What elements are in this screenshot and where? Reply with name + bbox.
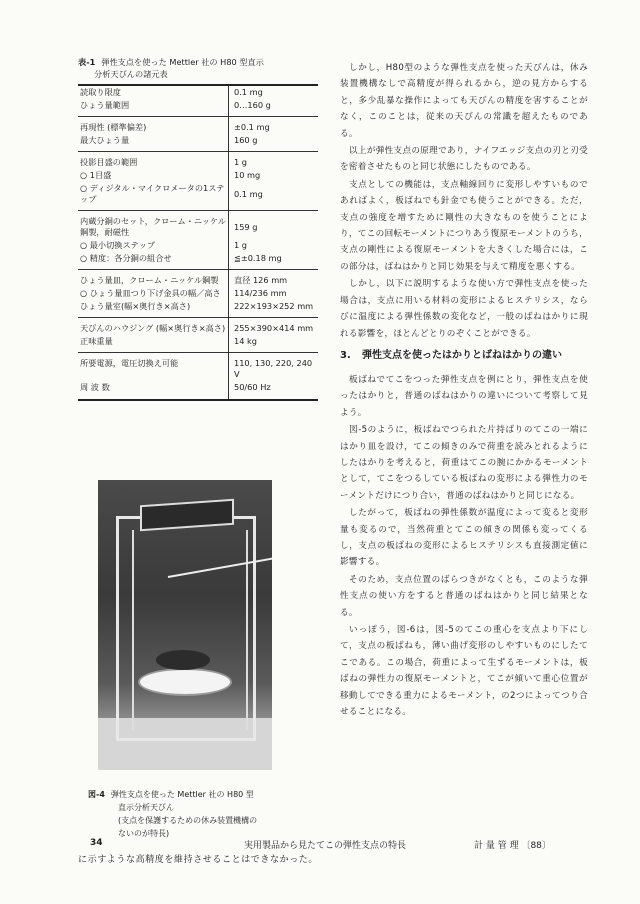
figure-caption-line1: 弾性支点を使った Mettler 社の H80 型 [110,790,254,799]
spec-item: ひょう量室(幅×奥行き×高さ) [78,300,229,318]
spec-item: 正味重量 [78,335,229,353]
balance-photo [98,480,272,770]
spec-value: 0…160 g [234,100,271,110]
table-row [78,134,318,152]
spec-item: 最大ひょう量 [78,134,229,152]
spec-item: 天びんのハウジング (幅×奥行き×高さ) [78,318,229,336]
body-text-before [340,60,588,342]
page-footer [0,838,640,852]
table-row [78,353,318,382]
body-paragraph: 図-5のように，板ばねでつられた片持ばりのてこの一端にはかり皿を設け，てこの傾きのみで荷重を読みとれるようにしたはかりを考えると，荷重はてこの腕にかかるモーメントとして，てこをつるしている板ばねの変形による弾性力のモーメントだけにつり合い，普通のばねはかりと同じになる。 [340,425,588,501]
body-paragraph: しかし，H80型のような弾性支点を使った天びんは，休み装置機構なしで高精度が得られるから，逆の見方からすると，多少乱暴な操作によっても天びんの精度を害することがなく，このことは，従来の天びんの常識を超えたものである。 [340,63,588,139]
photo-weighing-pan [138,668,232,696]
spec-value: 1 g [234,240,248,250]
table-row [78,270,318,288]
photo-inner-frame [132,530,248,730]
table-row [78,318,318,336]
table-row [78,85,318,99]
section-number: 3. [340,349,351,361]
right-column [340,60,588,721]
spec-item: 周 波 数 [78,381,229,400]
table-row [78,117,318,135]
body-text-after [340,372,588,721]
table-row [78,99,318,117]
running-title: 実用製品から見たてこの弾性支点の特長 [244,841,407,851]
spec-value: 255×390×414 mm [229,318,319,336]
spec-value: 0.1 mg [229,85,319,99]
body-paragraph: そのため，支点位置のばらつきがなくとも，このような弾性支点の使い方をすると普通のばねはかりと同じ結果となる。 [340,574,588,618]
figure-caption-number: 図-4 [88,790,105,799]
body-paragraph: いっぽう，図-6は，図-5のてこの重心を支点より下にして，支点の板ばねも，薄い曲げ変形のしやすいものにしたてこである。この場合，荷重によって生ずるモーメントは，板ばねの弾性力の復原モーメントと，てこが傾いて重心位置が移動してできる重力によるモーメント，の2つによってつり合せることになる。 [340,625,588,718]
spec-table [78,84,318,401]
table-row [78,335,318,353]
spec-value: 114/236 mm [234,288,287,298]
table-caption [78,56,324,80]
body-paragraph: したがって，板ばねの弾性係数が温度によって変ると変形量も変るので，当然荷重とてこの傾きの関係も変ってくるし，支点の板ばねの変形によるヒステリシスも直接測定値に影響する。 [340,508,588,568]
spec-value: 110, 130, 220, 240 V [229,353,319,382]
table-row [78,381,318,400]
journal-name: 計 量 管 理 〔88〕 [474,841,551,851]
spec-value: 14 kg [234,336,257,346]
page-number: 34 [90,838,103,848]
spec-value: 1 g [229,152,319,170]
spec-item: 投影目盛の範囲 [78,152,229,170]
figure-caption-line3: (支点を保護するための休み装置機構の [118,816,258,825]
section-heading [340,348,588,364]
table-row [78,287,318,300]
table-row [78,152,318,170]
spec-value: 160 g [234,135,258,145]
table-row [78,300,318,318]
spec-item: 再現性 (標準偏差) [78,117,229,135]
spec-value: ±0.1 mg [229,117,319,135]
figure-caption-line2: 直示分析天びん [118,803,174,812]
table-row [78,182,318,211]
spec-item: 内蔵分銅のセット，クローム・ニッケル鋼製，耐磁性 [78,211,229,240]
spec-value: 直径 126 mm [229,270,319,288]
spec-item: ○ 最小切換ステップ [78,239,229,252]
body-paragraph: 支点としての機能は，支点軸線回りに変形しやすいものであればよく，板ばねでも針金でも使うことができる。ただ，支点の強度を増すために剛性の大きなものを使うことにより，てこの回転モーメントにつりあう復原モーメントのうち，支点の剛性による復原モーメントを大きくした場合には，この部分は，ばねはかりと同じ効果を与えて精度を悪くする。 [340,179,588,272]
table-row [78,169,318,182]
spec-value: 159 g [229,211,319,240]
left-continuation-text: に示すような高精度を維持させることはできなかった。 [78,855,319,865]
spec-item: 読取り限度 [78,85,229,99]
table-row [78,239,318,252]
spec-value: 0.1 mg [234,188,263,199]
body-paragraph: 以上が弾性支点の原理であり，ナイフエッジ支点の刃と刃受を密着させたものと同じ状態にしたものである。 [340,146,588,173]
body-paragraph: しかし，以下に説明するような使い方で弾性支点を使った場合は，支点に用いる材料の変形によるヒステリシス，ならびに温度による弾性係数の変化など，一般のばねはかりに現れる影響を，ほとんどとりのぞくことができる。 [340,279,588,339]
figure-caption [88,788,318,840]
photo-pan-hanger [156,650,210,670]
table-caption-line2: 分析天びんの諸元表 [94,69,168,79]
spec-item: ○ 精度：各分銅の組合せ [78,252,229,270]
table-caption-line1: 弾性支点を使った Mettler 社の H80 型直示 [101,57,264,67]
section-title: 弾性支点を使ったはかりとばねはかりの違い [362,349,562,361]
table-caption-number: 表-1 [78,57,96,67]
spec-item: ひょう量範囲 [78,99,229,117]
spec-item: 所要電源，電圧切換え可能 [78,353,229,382]
spec-item: ○ ディジタル・マイクロメータの1ステップ [78,182,229,211]
spec-item: ○ ひょう量皿つり下げ金具の幅／高さ [78,287,229,300]
spec-value: 50/60 Hz [229,381,319,400]
table-row [78,252,318,270]
body-paragraph: 板ばねでてこをつった弾性支点を例にとり，弾性支点を使ったはかりと，普通のばねはかりの違いについて考察して見よう。 [340,374,588,418]
spec-value: 222×193×252 mm [234,301,314,311]
table-row [78,211,318,240]
spec-value: ≦±0.18 mg [234,253,282,263]
spec-item: ひょう量皿，クローム・ニッケル鋼製 [78,270,229,288]
spec-item: ○ 1目盛 [78,169,229,182]
figure-caption-line4: ないのが特長) [118,829,170,838]
spec-value: 10 mg [234,170,261,180]
